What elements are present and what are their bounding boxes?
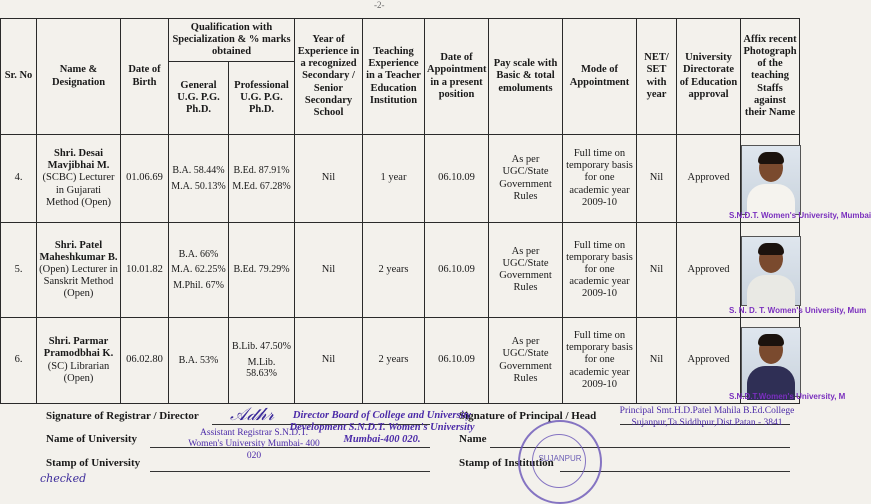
qual-item: M.A. 50.13% bbox=[171, 180, 226, 192]
staff-name: Shri. Parmar Pramodbhai K. bbox=[43, 336, 114, 360]
net-set: Nil bbox=[637, 318, 677, 404]
staff-designation: (SCBC) Lecturer in Gujarati Method (Open) bbox=[42, 172, 115, 208]
header-date-appointment: Date of Appointment in a present position bbox=[425, 19, 489, 135]
director-stamp: Director Board of College and University Development S.N.D.T. Women's University Mumbai-400 020. bbox=[289, 410, 475, 446]
checked-note: checked bbox=[40, 472, 87, 485]
teaching-experience: 1 year bbox=[363, 135, 425, 223]
table-row bbox=[1, 135, 800, 223]
experience: Nil bbox=[295, 223, 363, 318]
header-approval: University Directorate of Education approval bbox=[677, 19, 741, 135]
staff-photo bbox=[741, 145, 801, 215]
header-dob: Date of Birth bbox=[121, 19, 169, 135]
general-qualification bbox=[169, 318, 229, 404]
photo-cell bbox=[729, 318, 846, 404]
line-stamp-university bbox=[150, 471, 430, 472]
label-sig-registrar: Signature of Registrar / Director bbox=[46, 410, 199, 422]
header-qualification: Qualification with Specialization & % marks obtained bbox=[169, 19, 295, 62]
net-set: Nil bbox=[637, 223, 677, 318]
teaching-experience: 2 years bbox=[363, 223, 425, 318]
professional-qualification bbox=[229, 135, 295, 223]
header-experience: Year of Experience in a recognized Secondary / Senior Secondary School bbox=[295, 19, 363, 135]
qual-item: B.A. 53% bbox=[178, 354, 219, 366]
header-teaching-experience: Teaching Experience in a Teacher Education Institution bbox=[363, 19, 425, 135]
pay-scale: As per UGC/State Government Rules bbox=[489, 318, 563, 404]
header-professional: Professional U.G. P.G. Ph.D. bbox=[229, 62, 295, 135]
sr-no: 4. bbox=[1, 135, 37, 223]
qual-item: B.Ed. 87.91% bbox=[233, 165, 290, 176]
approval-status: Approved bbox=[677, 318, 741, 404]
university-seal: S. N. D. T. Women's University, Mum bbox=[729, 305, 867, 315]
qual-item: B.Lib. 47.50% bbox=[232, 341, 291, 353]
label-sig-principal: Signature of Principal / Head bbox=[459, 410, 597, 422]
header-name: Name & Designation bbox=[37, 19, 121, 135]
mode-of-appointment: Full time on temporary basis for one academic year 2009-10 bbox=[563, 318, 637, 404]
experience: Nil bbox=[295, 135, 363, 223]
mode-of-appointment: Full time on temporary basis for one academic year 2009-10 bbox=[563, 223, 637, 318]
appointment-date: 06.10.09 bbox=[425, 318, 489, 404]
page-number: -2- bbox=[374, 0, 385, 10]
qual-item: M.Ed. 67.28% bbox=[232, 180, 291, 192]
name-designation bbox=[37, 135, 121, 223]
professional-qualification bbox=[229, 223, 295, 318]
staff-designation: (SC) Librarian (Open) bbox=[47, 360, 110, 384]
header-net-set: NET/ SET with year bbox=[637, 19, 677, 135]
sr-no: 5. bbox=[1, 223, 37, 318]
label-name-university: Name of University bbox=[46, 433, 138, 445]
general-qualification bbox=[169, 223, 229, 318]
appointment-date: 06.10.09 bbox=[425, 135, 489, 223]
table-row bbox=[1, 223, 800, 318]
dob: 10.01.82 bbox=[121, 223, 169, 318]
experience: Nil bbox=[295, 318, 363, 404]
staff-photo bbox=[741, 327, 801, 397]
photo-cell bbox=[729, 135, 871, 223]
qual-item: B.A. 58.44% bbox=[172, 165, 225, 176]
header-photo: Affix recent Photograph of the teaching Staffs against their Name bbox=[741, 19, 800, 135]
label-stamp-university: Stamp of University bbox=[46, 457, 141, 469]
registrar-signature: 𝒜𝒹𝒽𝓇 bbox=[230, 404, 274, 425]
header-general: General U.G. P.G. Ph.D. bbox=[169, 62, 229, 135]
staff-name: Shri. Patel Maheshkumar B. bbox=[39, 239, 118, 263]
net-set: Nil bbox=[637, 135, 677, 223]
qual-item: M.A. 62.25% bbox=[171, 264, 226, 276]
label-stamp-institution: Stamp of Institution bbox=[459, 457, 554, 469]
staff-table bbox=[0, 18, 871, 404]
assistant-registrar-stamp: Assistant Registrar S.N.D.T. Women's University Mumbai- 400 020 bbox=[188, 428, 320, 461]
approval-status: Approved bbox=[677, 223, 741, 318]
table-row bbox=[1, 318, 800, 404]
signature-footer bbox=[0, 400, 800, 501]
staff-designation: (Open) Lecturer in Sanskrit Method (Open) bbox=[39, 263, 118, 300]
name-designation bbox=[37, 223, 121, 318]
principal-stamp: Principal Smt.H.D.Patel Mahila B.Ed.College Sujanpur,Ta.Siddhpur,Dist.Patan - 3841 bbox=[619, 406, 795, 428]
teaching-experience: 2 years bbox=[363, 318, 425, 404]
institution-round-seal bbox=[518, 420, 602, 504]
dob: 06.02.80 bbox=[121, 318, 169, 404]
pay-scale: As per UGC/State Government Rules bbox=[489, 135, 563, 223]
qual-item: M.Phil. 67% bbox=[173, 279, 224, 291]
header-sr-no: Sr. No bbox=[1, 19, 37, 135]
appointment-date: 06.10.09 bbox=[425, 223, 489, 318]
staff-name: Shri. Desai Mavjibhai M. bbox=[47, 148, 110, 172]
header-pay-scale: Pay scale with Basic & total emoluments bbox=[489, 19, 563, 135]
mode-of-appointment: Full time on temporary basis for one academic year 2009-10 bbox=[563, 135, 637, 223]
label-name: Name bbox=[459, 433, 487, 445]
name-designation bbox=[37, 318, 121, 404]
university-seal: S.N.D.T.Women's University, M bbox=[729, 391, 846, 401]
round-seal-text: SUJANPUR bbox=[538, 454, 582, 463]
dob: 01.06.69 bbox=[121, 135, 169, 223]
qual-item: M.Lib. 58.63% bbox=[246, 356, 277, 380]
pay-scale: As per UGC/State Government Rules bbox=[489, 223, 563, 318]
professional-qualification bbox=[229, 318, 295, 404]
sr-no: 6. bbox=[1, 318, 37, 404]
university-seal: S.N.D.T. Women's University, Mumbai bbox=[729, 210, 871, 220]
general-qualification bbox=[169, 135, 229, 223]
approval-status: Approved bbox=[677, 135, 741, 223]
header-mode: Mode of Appointment bbox=[563, 19, 637, 135]
photo-cell bbox=[729, 223, 867, 318]
staff-photo bbox=[741, 236, 801, 306]
qual-item: B.A. 66% bbox=[178, 248, 219, 260]
qual-item: B.Ed. 79.29% bbox=[233, 264, 290, 276]
